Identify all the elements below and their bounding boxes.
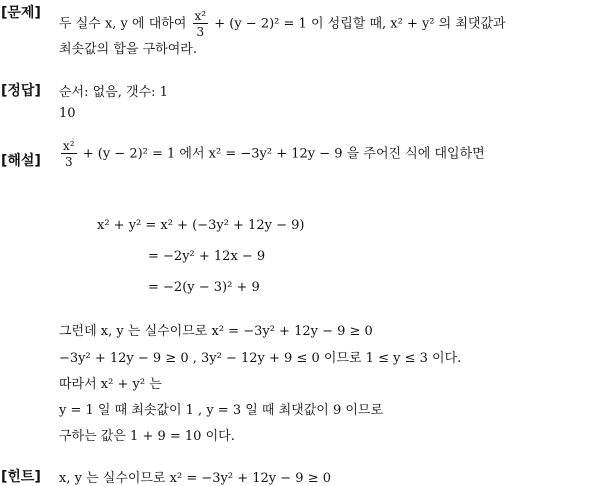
answer-label: [정답] <box>1 83 41 99</box>
solution-line-1-suffix: + (y − 2)² = 1 에서 x² = −3y² + 12y − 9 을 주어진 식에 대입하면 <box>82 146 485 162</box>
solution-paragraph-4: y = 1 일 때 최솟값이 1 , y = 3 일 때 최댓값이 9 이므로 <box>59 403 384 418</box>
answer-line-1: 순서: 없음, 갯수: 1 <box>59 85 168 100</box>
solution-label: [해설] <box>1 153 41 169</box>
problem-line-1-prefix: 두 실수 x, y 에 대하여 <box>59 16 191 32</box>
equation-line-3: = −2(y − 3)² + 9 <box>148 280 260 295</box>
solution-paragraph-3: 따라서 x² + y² 는 <box>59 377 162 392</box>
hint-label: [힌트] <box>1 469 41 485</box>
problem-line-1 <box>59 10 506 38</box>
solution-fraction <box>61 140 77 168</box>
solution-paragraph-5: 구하는 값은 1 + 9 = 10 이다. <box>59 429 235 444</box>
solution-paragraph-2: −3y² + 12y − 9 ≥ 0 , 3y² − 12y + 9 ≤ 0 이므로 1 ≤ y ≤ 3 이다. <box>59 351 462 366</box>
solution-fraction-denominator: 3 <box>64 155 73 169</box>
equation-line-1: x² + y² = x² + (−3y² + 12y − 9) <box>97 218 305 233</box>
problem-label: [문제] <box>1 5 41 21</box>
answer-value: 10 <box>59 106 76 121</box>
equation-line-2: = −2y² + 12x − 9 <box>148 249 266 264</box>
problem-line-1-suffix: + (y − 2)² = 1 이 성립할 때, x² + y² 의 최댓값과 <box>214 16 506 32</box>
problem-line-2: 최솟값의 합을 구하여라. <box>59 42 197 57</box>
solution-line-1 <box>59 140 485 168</box>
solution-paragraph-1: 그런데 x, y 는 실수이므로 x² = −3y² + 12y − 9 ≥ 0 <box>59 324 373 339</box>
problem-fraction <box>193 10 209 38</box>
solution-fraction-numerator: x² <box>63 139 75 153</box>
problem-fraction-numerator: x² <box>194 9 207 23</box>
hint-line-1: x, y 는 실수이므로 x² = −3y² + 12y − 9 ≥ 0 <box>59 471 332 486</box>
problem-fraction-denominator: 3 <box>196 25 205 39</box>
